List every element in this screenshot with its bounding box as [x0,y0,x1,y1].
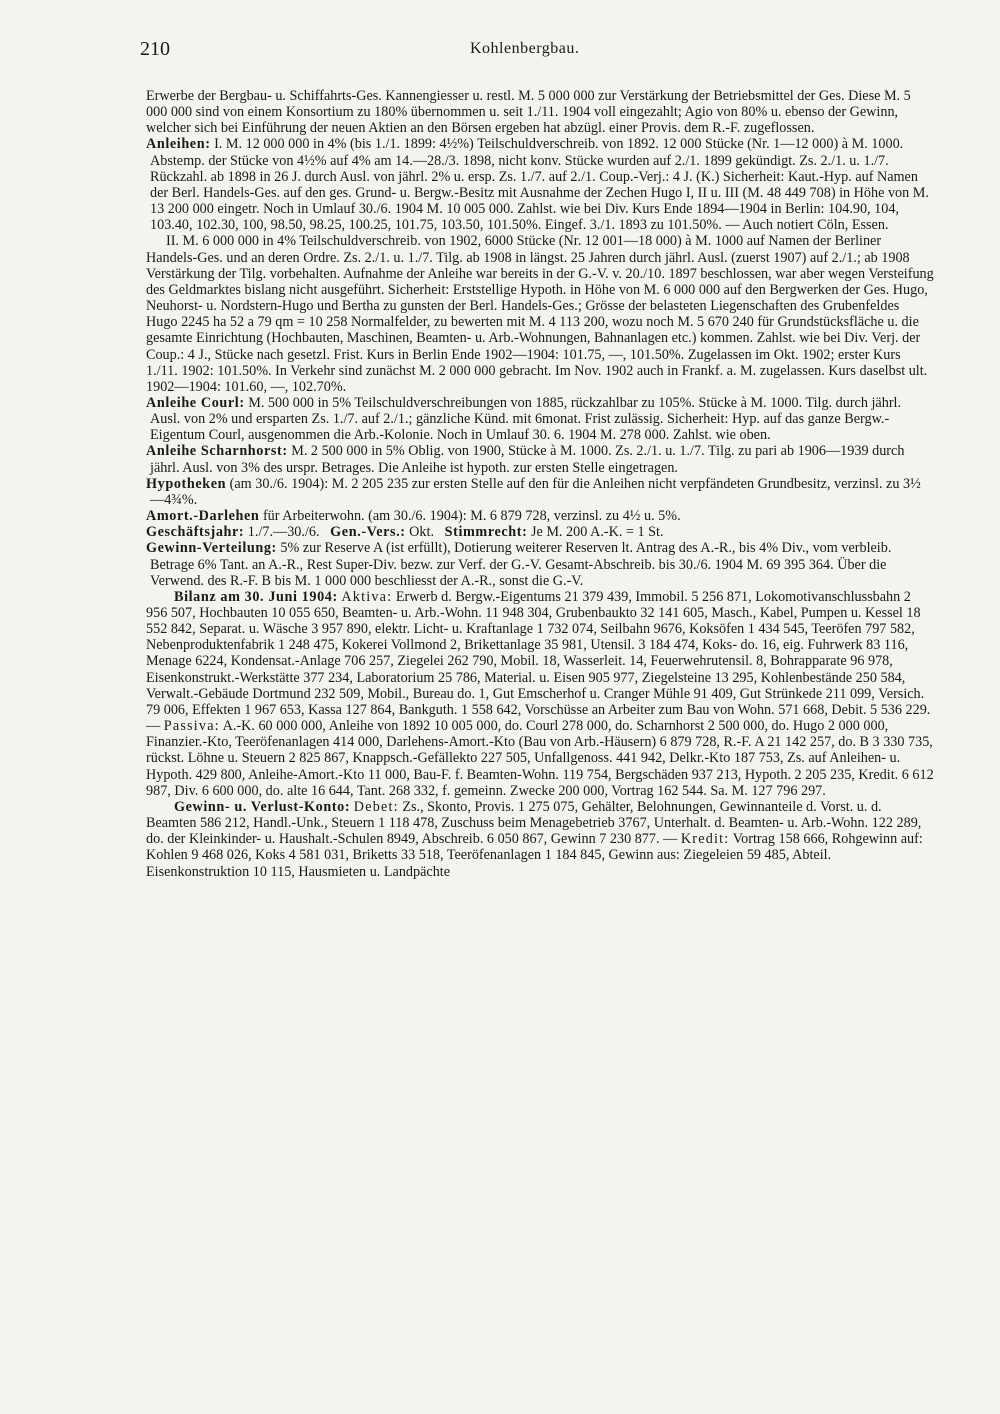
paragraph-gewinn-verteilung [146,540,934,588]
debet-label: Debet: [353,798,399,815]
paragraph-text: M. 2 500 000 in 5% Oblig. von 1900, Stücke à M. 1000. Zs. 2./1. u. 1./7. Tilg. zu pari ab 1906—1939 durch jährl. Ausl. von 3% des urspr. Betrages. Die Anleihe ist hypoth. zur ersten Stelle eingetragen. [150,443,905,476]
paragraph-text: Zs., Skonto, Provis. 1 275 075, Gehälter, Belohnungen, Gewinnanteile d. Vorst. u. d. Beamten 586 212, Handl.-Unk., Steuern 1 118 478, Zuschuss beim Menagebetrieb 3767, Unterhalt. d. Beamten- u. Arb.-Wohn. 122 289, do. der Kleinkinder- u. Haushalt.-Schulen 8949, Abschreib. 6 050 867, Gewinn 7 230 877. — [146,798,922,848]
paragraph-text: 5% zur Reserve A (ist erfüllt), Dotierung weiterer Reserven lt. Antrag des A.-R., bis 4% Div., vom verbleib. Betrage 6% Tant. an A.-R., Rest Super-Div. bezw. zur Verf. der G.-V. Gesamt-Abschreib. bis 30./6. 1904 M. 69 395 364. Über die Verwend. des R.-F. B bis M. 1 000 000 beschliesst der A.-R., sonst die G.-V. [150,540,892,589]
paragraph-anleihe-ii [146,233,934,395]
section-label: Gewinn-Verteilung: [146,540,277,557]
paragraph-anleihen [146,136,934,233]
paragraph-text: 1./7.—30./6. [247,524,320,541]
paragraph-gewinn-verlust [146,799,934,880]
paragraph-text: II. M. 6 000 000 in 4% Teilschuldverschreib. von 1902, 6000 Stücke (Nr. 12 001—18 000) à M. 1000 auf Namen der Berliner Handels-Ges. und an deren Ordre. Zs. 2./1. u. 1./7. Tilg. ab 1908 in längst. 25 Jahren durch jährl. Ausl. (zuerst 1907) auf 2./1.; ab 1908 Verstärkung der Tilg. vorbehalten. Aufnahme der Anleihe war bereits in der G.-V. v. 20./10. 1897 beschlossen, war aber wegen Versteifung des Geldmarktes bislang nicht ausgeführt. Sicherheit: Erststellige Hypoth. in Höhe von M. 6 000 000 auf den Bergwerken der Ges. Hugo, Neuhorst- u. Nordstern-Hugo und Bertha zu gunsten der Berl. Handels-Ges.; Grösse der belasteten Liegenschaften des Grubenfeldes Hugo 2245 ha 52 a 79 qm = 10 258 Normalfelder, zu bewerten mit M. 4 113 200, wozu noch M. 5 670 240 für Grundstücksfläche u. die gesamte Einrichtung (Hochbauten, Maschinen, Beamten- u. Arb.-Wohnungen, Bahnanlagen etc.) kommen. Zahlst. wie bei Div. Verj. der Coup.: 4 J., Stücke nach gesetzl. Frist. Kurs in Berlin Ende 1902—1904: 101.75, —, 101.50%. Zugelassen im Okt. 1902; erster Kurs 1./11. 1902: 101.50%. In Verkehr sind zunächst M. 2 000 000 gebracht. Im Nov. 1902 auch in Frankf. a. M. zugelassen. Kurs daselbst ult. 1902—1904: 101.60, —, 102.70%. [146,233,934,395]
paragraph-text: (am 30./6. 1904): M. 2 205 235 zur ersten Stelle auf den für die Anleihen nicht verpfändeten Grundbesitz, verzinsl. zu 3½—4¾%. [150,475,921,508]
section-label: Anleihen: [146,136,211,153]
page-header [140,38,940,68]
paragraph-amort-darlehen [146,508,934,524]
paragraph-anleihe-scharnhorst [146,443,934,475]
paragraph-bilanz [146,589,934,799]
section-label: Anleihe Courl: [146,394,245,411]
passiva-label: Passiva: [163,718,220,735]
paragraph-text: I. M. 12 000 000 in 4% (bis 1./1. 1899: 4½%) Teilschuldverschreib. von 1892. 12 000 Stücke (Nr. 1—12 000) à M. 1000. Abstemp. der Stücke von 4½% auf 4% am 14.—28./3. 1898, nicht konv. Stücke wurden auf 2./1. 1899 gekündigt. Zs. 2./1. u. 1./7. Rückzahl. ab 1898 in 26 J. durch Ausl. von jährl. 2% u. ersp. Zs. 1./7. auf 2./1. Coup.-Verj.: 4 J. (K.) Sicherheit: Kaut.-Hyp. auf Namen der Berl. Handels-Ges. auf den ges. Grund- u. Bergw.-Besitz mit Ausnahme der Zechen Hugo I, II u. III (M. 48 449 708) in Höhe von M. 13 200 000 eingetr. Noch in Umlauf 30./6. 1904 M. 10 005 000. Zahlst. wie bei Div. Kurs Ende 1894—1904 in Berlin: 104.90, 104, 103.40, 102.30, 100, 98.50, 98.25, 100.25, 101.75, 103.50, 101.50%. Eingef. 3./1. 1893 zu 101.50%. — Auch notiert Cöln, Essen. [150,136,929,234]
paragraph-text: M. 500 000 in 5% Teilschuldverschreibungen von 1885, rückzahlbar zu 105%. Stücke à M. 1000. Tilg. durch jährl. Ausl. von 2% und ersparten Zs. 1./7. auf 2./1.; gänzliche Künd. mit 6monat. Frist zulässig. Sicherheit: Hyp. auf das ganze Bergw.-Eigentum Courl, ausgenommen die Arb.-Kolonie. Noch in Umlauf 30. 6. 1904 M. 278 000. Zahlst. wie oben. [150,394,902,444]
paragraph-intro [146,88,934,136]
section-label: Gen.-Vers.: [330,524,406,541]
paragraph-text: Erwerb d. Bergw.-Eigentums 21 379 439, Immobil. 5 256 871, Lokomotivanschlussbahn 2 956 507, Hochbauten 10 055 650, Beamten- u. Arb.-Wohn. 11 948 304, Grubenbaukto 32 141 605, Masch., Kabel, Pumpen u. Kessel 18 552 842, Separat. u. Wäsche 3 957 890, elektr. Licht- u. Kraftanlage 1 732 074, Seilbahn 9676, Koksöfen 1 434 545, Teeröfen 797 582, Nebenproduktenfabrik 1 248 475, Kokerei Vollmond 2, Brikettanlage 35 981, Utensil. 3 184 474, Koks- do. 16, eig. Fuhrwerk 83 116, Menage 6224, Kondensat.-Anlage 706 257, Ziegelei 262 790, Mobil. 18, Wasserleit. 14, Feuerwehrutensil. 8, Bohrapparate 96 978, Eisenkonstrukt.-Werkstätte 377 234, Laboratorium 25 786, Material. u. Eisen 905 977, Ziegelsteine 13 295, Kohlenbestände 250 584, Verwalt.-Gebäude Dortmund 232 509, Mobil., Bureau do. 1, Gut Emscherhof u. Cranger Mühle 91 409, Gut Strünkede 211 099, Versich. 79 006, Effekten 1 967 653, Kassa 127 864, Bankguth. 1 558 642, Vorschüsse an Arbeiter zum Bau von Wohn. 571 668, Debit. 5 536 229. — [146,588,931,735]
page-body [146,88,934,880]
paragraph-text: Okt. [409,524,434,541]
paragraph-geschaeftsjahr [146,524,934,540]
kredit-label: Kredit: [680,831,730,848]
section-label: Amort.-Darlehen [146,508,260,525]
section-label: Gewinn- u. Verlust-Konto: [174,798,351,815]
paragraph-hypotheken [146,476,934,508]
section-label: Stimmrecht: [444,524,528,541]
paragraph-text: für Arbeiterwohn. (am 30./6. 1904): M. 6 879 728, verzinsl. zu 4½ u. 5%. [262,508,681,525]
paragraph-text: Vortrag 158 666, Rohgewinn auf: Kohlen 9 468 026, Koks 4 581 031, Briketts 33 518, Teeröfenanlagen 1 184 845, Gewinn aus: Ziegeleien 59 485, Abteil. Eisenkonstruktion 10 115, Hausmieten u. Landpächte [146,831,923,880]
section-label: Anleihe Scharnhorst: [146,443,288,460]
paragraph-text: Je M. 200 A.-K. = 1 St. [530,524,664,541]
paragraph-anleihe-courl [146,395,934,443]
section-label: Geschäftsjahr: [146,524,245,541]
paragraph-text: Erwerbe der Bergbau- u. Schiffahrts-Ges. Kannengiesser u. restl. M. 5 000 000 zur Verstärkung der Betriebsmittel der Ges. Diese M. 5 000 000 sind von einem Konsortium zu 180% übernommen u. seit 1./11. 1904 voll eingezahlt; Agio von 80% u. ebenso der Gewinn, welcher sich bei Einführung der neuen Aktien an den Börsen ergeben hat abzügl. einer Provis. dem R.-F. zugeflossen. [146,88,911,137]
section-label: Hypotheken [146,475,227,492]
page-number: 210 [140,38,170,60]
aktiva-label: Aktiva: [341,588,393,605]
paragraph-text: A.-K. 60 000 000, Anleihe von 1892 10 005 000, do. Courl 278 000, do. Scharnhorst 2 500 000, do. Hugo 2 000 000, Finanzier.-Kto, Teeröfenanlagen 414 000, Darlehens-Amort.-Kto (Bau von Arb.-Häusern) 6 879 728, R.-F. A 21 142 257, do. B 3 330 735, rückst. Löhne u. Steuern 2 825 867, Knappsch.-Gefällekto 227 505, Unfallgenoss. 441 942, Delkr.-Kto 187 753, Zs. auf Anleihen- u. Hypoth. 429 800, Anleihe-Amort.-Kto 11 000, Bau-F. f. Beamten-Wohn. 119 754, Bergschäden 937 213, Hypoth. 2 205 235, Kredit. 6 612 987, Div. 6 600 000, do. alte 16 644, Tant. 268 332, f. gemeinn. Zwecke 200 000, Vortrag 162 544. Sa. M. 127 796 297. [146,718,934,799]
section-label: Bilanz am 30. Juni 1904: [174,588,338,605]
running-title: Kohlenbergbau. [470,40,580,57]
